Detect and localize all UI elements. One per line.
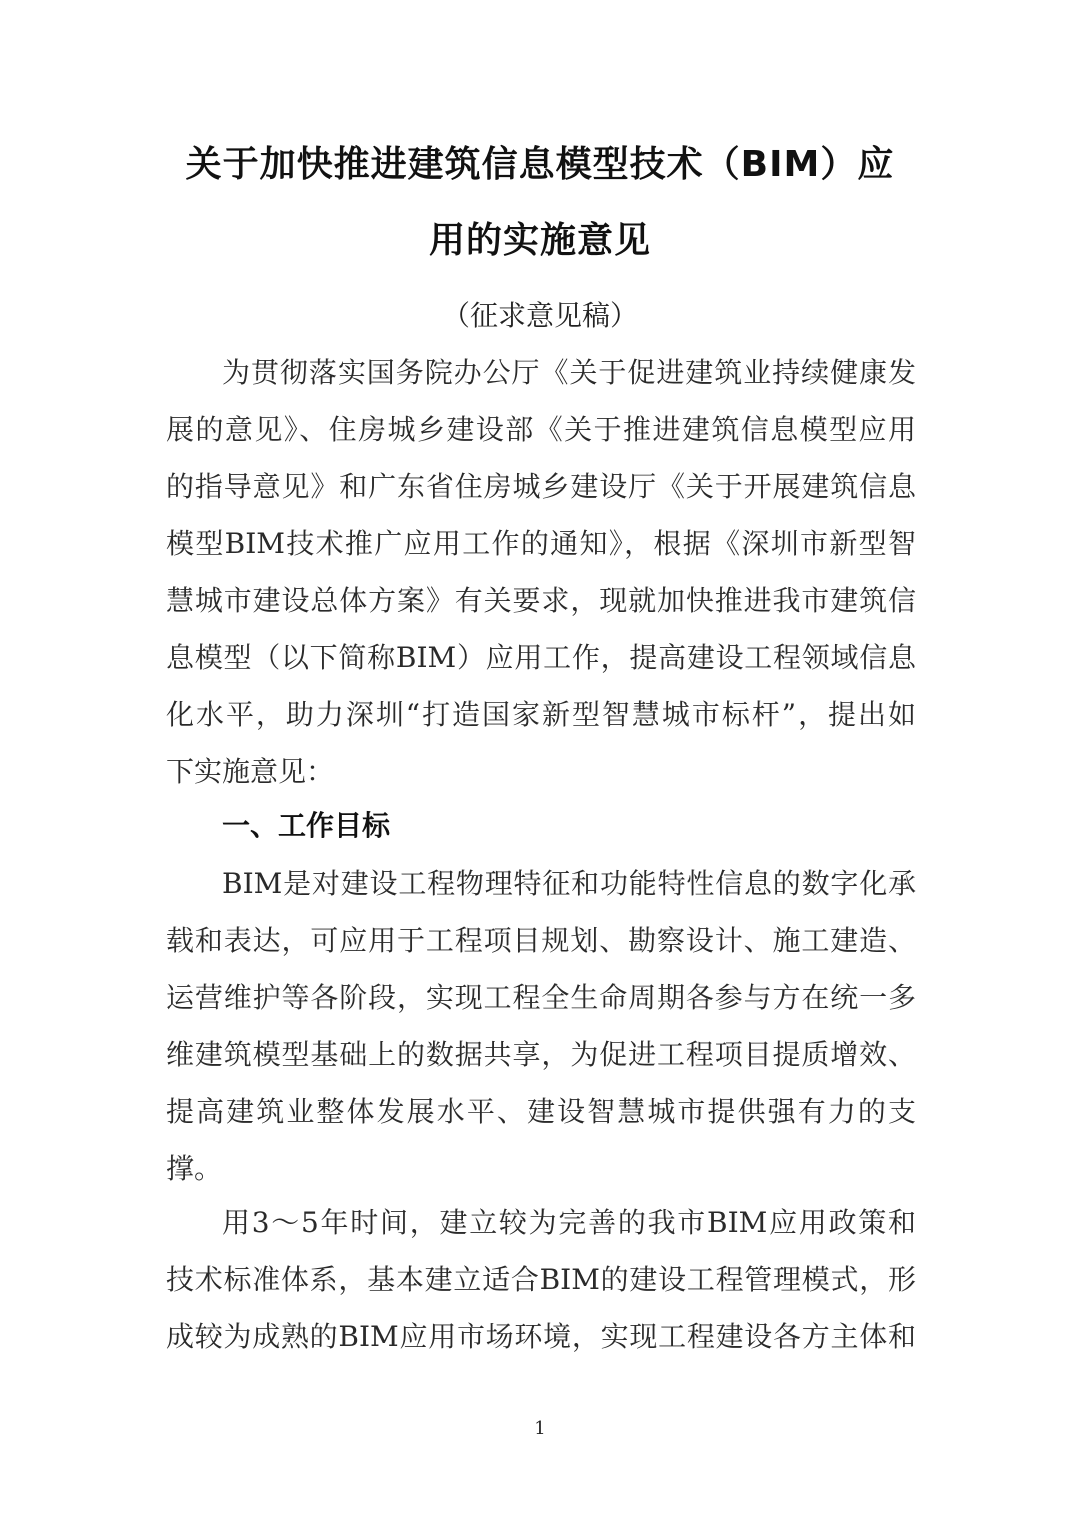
document-title-line-2: 用的实施意见 bbox=[428, 220, 651, 261]
section1-para1-line: BIM是对建设工程物理特征和功能特性信息的数字化承 bbox=[222, 867, 916, 900]
section1-para1-line: 载和表达，可应用于工程项目规划、勘察设计、施工建造、 bbox=[166, 924, 916, 957]
section-heading: 一、工作目标 bbox=[222, 809, 391, 842]
document-subtitle: （征求意见稿） bbox=[441, 299, 638, 332]
section1-para2-line: 用3～5年时间，建立较为完善的我市BIM应用政策和 bbox=[222, 1206, 916, 1239]
section1-para1-line: 运营维护等各阶段，实现工程全生命周期各参与方在统一多 bbox=[166, 981, 916, 1014]
intro-line: 下实施意见： bbox=[166, 755, 335, 788]
intro-line: 化水平，助力深圳“打造国家新型智慧城市标杆”，提出如 bbox=[166, 698, 916, 731]
section1-para2-line: 成较为成熟的BIM应用市场环境，实现工程建设各方主体和 bbox=[166, 1320, 916, 1353]
section1-para1-line: 撑。 bbox=[166, 1152, 223, 1185]
intro-line: 的指导意见》和广东省住房城乡建设厅《关于开展建筑信息 bbox=[166, 470, 916, 503]
intro-line: 展的意见》、住房城乡建设部《关于推进建筑信息模型应用 bbox=[166, 413, 916, 446]
section1-para1-line: 维建筑模型基础上的数据共享，为促进工程项目提质增效、 bbox=[166, 1038, 916, 1071]
intro-line: 息模型（以下简称BIM）应用工作，提高建设工程领域信息 bbox=[166, 641, 916, 674]
section1-para1-line: 提高建筑业整体发展水平、建设智慧城市提供强有力的支 bbox=[166, 1095, 916, 1128]
section1-para2-line: 技术标准体系，基本建立适合BIM的建设工程管理模式，形 bbox=[166, 1263, 916, 1296]
document-title-line-1: 关于加快推进建筑信息模型技术（BIM）应 bbox=[185, 144, 895, 185]
intro-line: 为贯彻落实国务院办公厅《关于促进建筑业持续健康发 bbox=[222, 356, 916, 389]
intro-line: 慧城市建设总体方案》有关要求，现就加快推进我市建筑信 bbox=[166, 584, 916, 617]
intro-line: 模型BIM技术推广应用工作的通知》，根据《深圳市新型智 bbox=[166, 527, 916, 560]
page-number: 1 bbox=[534, 1418, 546, 1439]
